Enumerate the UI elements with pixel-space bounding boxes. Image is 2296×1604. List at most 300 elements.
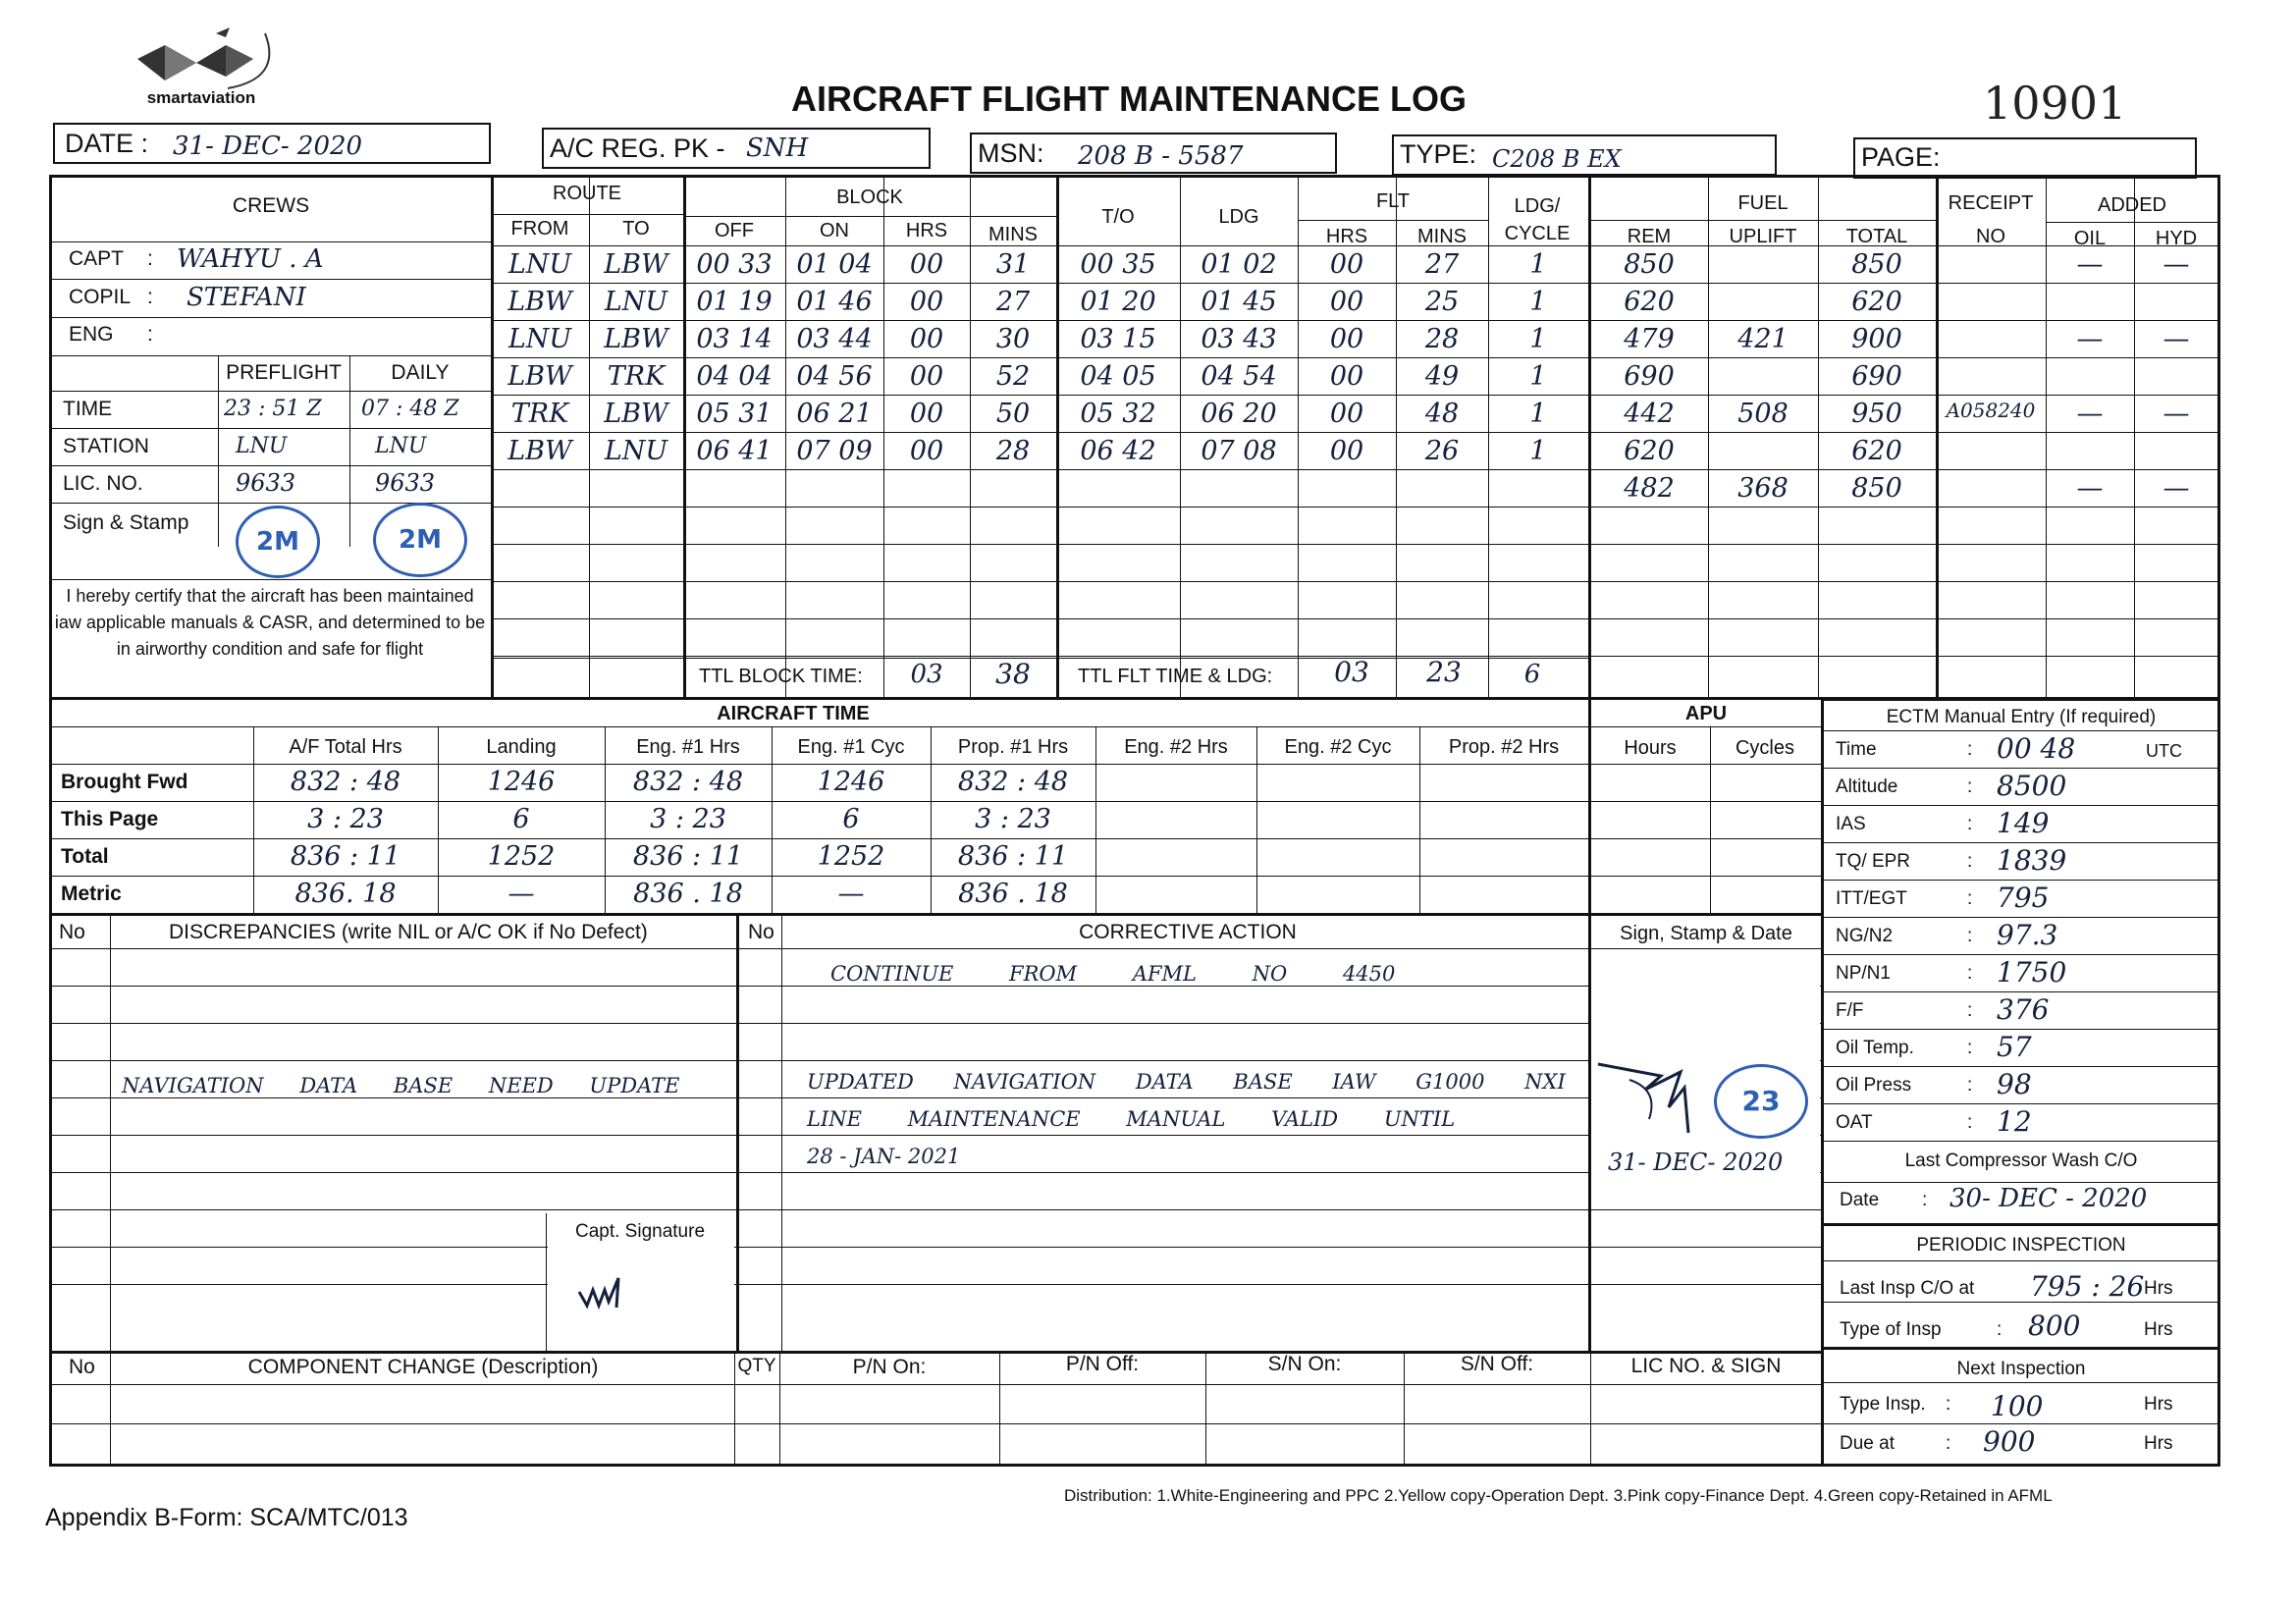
ac-col-header: Prop. #1 Hrs xyxy=(957,736,1069,758)
flight-row-line-7 xyxy=(491,507,2218,508)
ac-cell[interactable]: 1246 xyxy=(817,767,885,797)
flight-cell-hrs[interactable]: 00 xyxy=(909,399,944,429)
ectm-row-line xyxy=(1821,768,2220,769)
disc-col-no xyxy=(110,913,111,1351)
ectm-sep: : xyxy=(1967,1000,1973,1021)
preflight-label: PREFLIGHT xyxy=(226,361,342,384)
lic-sign-header: LIC NO. & SIGN xyxy=(1630,1355,1782,1377)
flight-cell-cycle[interactable]: 1 xyxy=(1529,324,1547,354)
action-col-no xyxy=(781,913,782,1351)
flight-cell-mins[interactable]: 31 xyxy=(995,249,1031,280)
qty-header: QTY xyxy=(737,1356,776,1376)
flight-cell-hrs[interactable]: 00 xyxy=(909,249,944,280)
ectm-label: F/F xyxy=(1836,1000,1864,1021)
flight-cell-oil[interactable]: — xyxy=(2076,473,2104,504)
flight-cell-rem[interactable]: 620 xyxy=(1624,287,1675,317)
flight-cell-to_time[interactable]: 03 15 xyxy=(1080,324,1156,354)
ectm-sep: : xyxy=(1967,963,1973,984)
added-header: ADDED xyxy=(2097,194,2166,216)
engineer-signature xyxy=(1590,1050,1718,1149)
certify-text: I hereby certify that the aircraft has been maintained iaw applicable manuals & CASR, and determined to be in airworthy condition and safe for flight xyxy=(54,586,486,659)
flight-cell-flt_mins[interactable]: 28 xyxy=(1424,324,1460,354)
disc-no-label: No xyxy=(59,921,85,943)
ectm-label: Oil Press xyxy=(1836,1075,1912,1096)
flight-cell-ldg[interactable]: 01 45 xyxy=(1201,287,1277,317)
flt-hrs-header: HRS xyxy=(1325,226,1368,247)
ac-header-bottom xyxy=(49,764,1821,765)
due-sep: : xyxy=(1946,1433,1951,1454)
on-header: ON xyxy=(820,220,849,241)
ectm-row-line xyxy=(1821,1103,2220,1104)
crew-line-1 xyxy=(49,279,491,280)
disc-row-line-9 xyxy=(49,1284,1821,1285)
ac-cell[interactable]: 1252 xyxy=(487,841,556,872)
next-type-label: Type Insp. xyxy=(1840,1394,1926,1415)
component-header: COMPONENT CHANGE (Description) xyxy=(247,1356,599,1378)
route-subheader-line xyxy=(491,214,683,215)
flight-cell-ldg[interactable]: 07 08 xyxy=(1201,436,1277,466)
flight-cell-flt_mins[interactable]: 49 xyxy=(1424,361,1460,392)
periodic-top-line xyxy=(1821,1223,2220,1226)
copil-label: COPIL xyxy=(69,286,132,308)
flight-cell-rem[interactable]: 850 xyxy=(1624,249,1675,280)
flight-cell-rem[interactable]: 442 xyxy=(1624,399,1675,429)
flight-cell-ldg[interactable]: 03 43 xyxy=(1201,324,1277,354)
reg-value[interactable]: SNH xyxy=(746,134,809,163)
flight-cell-mins[interactable]: 52 xyxy=(995,361,1031,392)
flight-cell-mins[interactable]: 30 xyxy=(995,324,1031,354)
preflight-stamp: 2M xyxy=(236,506,320,578)
flight-cell-flt_mins[interactable]: 26 xyxy=(1424,436,1460,466)
station-daily[interactable]: LNU xyxy=(375,434,427,458)
daily-label: DAILY xyxy=(391,361,450,384)
flight-cell-cycle[interactable]: 1 xyxy=(1529,361,1547,392)
flight-cell-from[interactable]: LBW xyxy=(507,361,572,392)
ectm-sep: : xyxy=(1967,851,1973,872)
flight-cell-total[interactable]: 620 xyxy=(1851,287,1902,317)
ectm-label: TQ/ EPR xyxy=(1836,851,1911,872)
action-line-4[interactable]: 28 - JAN- 2021 xyxy=(807,1145,961,1168)
ectm-label: Altitude xyxy=(1836,776,1898,797)
ttl-flt-hrs[interactable]: 03 xyxy=(1334,656,1369,688)
flight-cell-to[interactable]: LBW xyxy=(604,324,668,354)
crew-line-5 xyxy=(49,428,491,429)
flight-cell-rem[interactable]: 620 xyxy=(1624,436,1675,466)
periodic-row-line xyxy=(1821,1302,2220,1303)
last-insp-label: Last Insp C/O at xyxy=(1840,1278,1975,1299)
flight-cell-off[interactable]: 04 04 xyxy=(696,361,773,392)
ttl-block-hrs[interactable]: 03 xyxy=(910,660,943,689)
ac-cell[interactable]: 832 : 48 xyxy=(632,767,744,797)
ac-cell[interactable]: 836 : 11 xyxy=(290,841,401,872)
ectm-row-line xyxy=(1821,991,2220,992)
flight-cell-to_time[interactable]: 06 42 xyxy=(1080,436,1156,466)
flight-cell-hrs[interactable]: 00 xyxy=(909,324,944,354)
aircraft-time-header: AIRCRAFT TIME xyxy=(717,703,870,724)
flight-cell-total[interactable]: 950 xyxy=(1851,399,1902,429)
flight-cell-off[interactable]: 03 14 xyxy=(696,324,773,354)
ac-cell[interactable]: 836 : 11 xyxy=(632,841,744,872)
due-value[interactable]: 900 xyxy=(1983,1425,2036,1458)
type-insp-label: Type of Insp xyxy=(1840,1319,1942,1340)
crew-line-4 xyxy=(49,391,491,392)
ttl-flt-label: TTL FLT TIME & LDG: xyxy=(1078,666,1273,687)
daily-stamp: 2M xyxy=(373,503,467,577)
flight-cell-flt_hrs[interactable]: 00 xyxy=(1329,436,1364,466)
ac-cell[interactable]: — xyxy=(837,879,865,909)
logo-text: smartaviation xyxy=(146,88,256,107)
flight-cell-cycle[interactable]: 1 xyxy=(1529,249,1547,280)
flight-cell-to[interactable]: LNU xyxy=(604,287,668,317)
flt-mins-header: MINS xyxy=(1417,226,1467,247)
flight-cell-to[interactable]: LNU xyxy=(604,436,668,466)
msn-value[interactable]: 208 B - 5587 xyxy=(1078,141,1244,171)
page-label: PAGE: xyxy=(1861,142,1941,172)
flight-cell-flt_hrs[interactable]: 00 xyxy=(1329,324,1364,354)
oil-header: OIL xyxy=(2073,228,2107,249)
next-type-sep: : xyxy=(1946,1394,1951,1415)
flight-row-line-9 xyxy=(491,581,2218,582)
flight-cell-hrs[interactable]: 00 xyxy=(909,436,944,466)
flight-row-line-2 xyxy=(491,320,2218,321)
ac-cell[interactable]: 836 : 11 xyxy=(957,841,1069,872)
flight-cell-on[interactable]: 01 04 xyxy=(796,249,873,280)
flight-cell-ldg[interactable]: 01 02 xyxy=(1201,249,1277,280)
flight-cell-rem[interactable]: 479 xyxy=(1624,324,1675,354)
type-insp-value[interactable]: 800 xyxy=(2028,1310,2081,1342)
flight-cell-off[interactable]: 05 31 xyxy=(696,399,773,429)
type-insp-sep: : xyxy=(1997,1319,2002,1340)
flight-cell-hyd[interactable]: — xyxy=(2163,399,2190,429)
ac-row-line-1 xyxy=(49,801,1821,802)
flight-cell-flt_hrs[interactable]: 00 xyxy=(1329,361,1364,392)
flight-cell-uplift[interactable]: 508 xyxy=(1737,399,1789,429)
ectm-sep: : xyxy=(1967,888,1973,909)
ectm-label: IAS xyxy=(1836,814,1866,834)
ac-cell[interactable]: 832 : 48 xyxy=(957,767,1069,797)
lic-preflight[interactable]: 9633 xyxy=(236,469,296,497)
block-header: BLOCK xyxy=(836,187,903,208)
next-type-unit: Hrs xyxy=(2144,1394,2173,1415)
flight-cell-hyd[interactable]: — xyxy=(2163,324,2190,354)
next-insp-header-line xyxy=(1821,1382,2220,1383)
ectm-value[interactable]: 00 48 xyxy=(1997,732,2076,765)
flight-cell-hyd[interactable]: — xyxy=(2163,249,2190,280)
flight-cell-on[interactable]: 07 09 xyxy=(796,436,873,466)
flight-cell-flt_mins[interactable]: 48 xyxy=(1424,399,1460,429)
from-header: FROM xyxy=(510,218,569,240)
flight-cell-from[interactable]: LBW xyxy=(507,287,572,317)
component-row-line xyxy=(49,1423,1821,1424)
ectm-value[interactable]: 57 xyxy=(1997,1031,2032,1063)
flight-cell-uplift[interactable]: 368 xyxy=(1737,473,1789,504)
ac-cell[interactable]: 836. 18 xyxy=(294,879,397,909)
ectm-unit: UTC xyxy=(2146,741,2182,761)
periodic-header-line xyxy=(1821,1260,2220,1261)
crews-header: CREWS xyxy=(232,194,310,217)
fuel-subheader-line xyxy=(1588,220,1936,221)
ectm-row-line xyxy=(1821,1029,2220,1030)
flight-cell-mins[interactable]: 28 xyxy=(995,436,1031,466)
rem-header: REM xyxy=(1627,226,1672,247)
flight-cell-oil[interactable]: — xyxy=(2076,324,2104,354)
flight-cell-hyd[interactable]: — xyxy=(2163,473,2190,504)
form-id: Appendix B-Form: SCA/MTC/013 xyxy=(45,1504,408,1531)
disc-col-sep xyxy=(736,913,739,1351)
ldg-cycle-header: LDG/ CYCLE xyxy=(1504,195,1571,244)
crews-header-line xyxy=(49,241,491,242)
action-no-label: No xyxy=(748,921,774,943)
apu-left-border xyxy=(1588,175,1591,913)
capt-signature-label: Capt. Signature xyxy=(574,1221,706,1242)
pn-off-header: P/N Off: xyxy=(1065,1353,1140,1375)
station-preflight[interactable]: LNU xyxy=(236,434,288,458)
ac-col-header: Eng. #2 Cyc xyxy=(1284,736,1392,758)
wash-date-sep: : xyxy=(1922,1190,1928,1210)
ac-cell[interactable]: 3 : 23 xyxy=(975,804,1051,834)
flight-cell-off[interactable]: 01 19 xyxy=(696,287,773,317)
ectm-header-line xyxy=(1821,730,2220,731)
distribution-note: Distribution: 1.White-Engineering and PPC 2.Yellow copy-Operation Dept. 3.Pink copy-Finance Dept. 4.Green copy-Retained in AFML xyxy=(1064,1486,2053,1505)
time-label: TIME xyxy=(63,398,113,420)
eng-label: ENG xyxy=(69,323,114,346)
ectm-label: Time xyxy=(1836,739,1877,760)
wash-date-label: Date xyxy=(1840,1190,1880,1210)
wash-date-value[interactable]: 30- DEC - 2020 xyxy=(1949,1184,2148,1213)
component-header-line xyxy=(49,1384,1821,1385)
ttl-ldg[interactable]: 6 xyxy=(1523,660,1541,689)
mins-header: MINS xyxy=(988,224,1038,245)
ectm-left-border xyxy=(1821,700,1824,1467)
ectm-sep: : xyxy=(1967,1038,1973,1058)
flight-cell-flt_mins[interactable]: 25 xyxy=(1424,287,1460,317)
receipt-no-header: NO xyxy=(1976,226,2005,247)
flight-cell-total[interactable]: 850 xyxy=(1851,249,1902,280)
flight-row-line-8 xyxy=(491,544,2218,545)
time-daily[interactable]: 07 : 48 Z xyxy=(361,397,459,421)
ac-col-header: A/F Total Hrs xyxy=(289,736,402,758)
ac-row-line-3 xyxy=(49,876,1821,877)
hrs-header: HRS xyxy=(905,220,948,241)
flight-cell-to[interactable]: LBW xyxy=(604,249,668,280)
flight-cell-total[interactable]: 620 xyxy=(1851,436,1902,466)
crew-line-6 xyxy=(49,465,491,466)
engineer-stamp: 23 xyxy=(1714,1064,1808,1139)
ac-cell[interactable]: 1246 xyxy=(487,767,556,797)
sign-stamp-label: Sign & Stamp xyxy=(63,511,189,534)
flight-cell-flt_mins[interactable]: 27 xyxy=(1424,249,1460,280)
flight-cell-cycle[interactable]: 1 xyxy=(1529,399,1547,429)
flight-row-line-6 xyxy=(491,469,2218,470)
flight-cell-to_time[interactable]: 05 32 xyxy=(1080,399,1156,429)
flight-cell-rem[interactable]: 690 xyxy=(1624,361,1675,392)
flight-cell-off[interactable]: 00 33 xyxy=(696,249,773,280)
flight-cell-from[interactable]: TRK xyxy=(510,399,569,429)
ttl-flt-mins[interactable]: 23 xyxy=(1426,656,1462,688)
ectm-value[interactable]: 1750 xyxy=(1997,956,2067,989)
flight-cell-hrs[interactable]: 00 xyxy=(909,361,944,392)
ectm-sep: : xyxy=(1967,926,1973,946)
eng-sep: : xyxy=(147,323,153,346)
flight-cell-to[interactable]: TRK xyxy=(607,361,666,392)
ac-row-label: Metric xyxy=(61,882,122,905)
ectm-row-line xyxy=(1821,1141,2220,1142)
ttl-block-mins[interactable]: 38 xyxy=(995,658,1031,690)
ectm-row-line xyxy=(1821,954,2220,955)
flight-cell-from[interactable]: LNU xyxy=(507,249,572,280)
flight-cell-total[interactable]: 900 xyxy=(1851,324,1902,354)
uplift-header: UPLIFT xyxy=(1729,226,1797,247)
flight-cell-receipt[interactable]: A058240 xyxy=(1946,399,2036,422)
route-header: ROUTE xyxy=(553,183,621,204)
crew-line-8 xyxy=(49,579,491,580)
flight-cell-flt_hrs[interactable]: 00 xyxy=(1329,249,1364,280)
disc-row-line-7 xyxy=(49,1209,1821,1210)
flight-cell-from[interactable]: LBW xyxy=(507,436,572,466)
disc-row-line-5 xyxy=(49,1135,1821,1136)
action-line-3[interactable]: LINE MAINTENANCE MANUAL VALID UNTIL xyxy=(807,1107,1456,1131)
flight-cell-on[interactable]: 06 21 xyxy=(796,399,873,429)
flight-row-line-4 xyxy=(491,395,2218,396)
ac-col-header: Prop. #2 Hrs xyxy=(1448,736,1560,758)
ectm-value[interactable]: 97.3 xyxy=(1997,919,2058,951)
flight-cell-on[interactable]: 03 44 xyxy=(796,324,873,354)
ectm-label: ITT/EGT xyxy=(1836,888,1907,909)
ac-cell[interactable]: — xyxy=(507,879,535,909)
flight-cell-to_time[interactable]: 04 05 xyxy=(1080,361,1156,392)
ac-col-header: Landing xyxy=(486,736,557,758)
ectm-row-line xyxy=(1821,917,2220,918)
disc-row-line-4 xyxy=(49,1097,1821,1098)
flight-cell-to[interactable]: LBW xyxy=(604,399,668,429)
disc-row-line-3 xyxy=(49,1060,1821,1061)
ectm-value[interactable]: 1839 xyxy=(1997,844,2067,877)
sn-on-header: S/N On: xyxy=(1267,1353,1342,1375)
disc-row-line-1 xyxy=(49,986,1821,987)
component-no-label: No xyxy=(69,1356,95,1378)
flight-cell-hrs[interactable]: 00 xyxy=(909,287,944,317)
time-preflight[interactable]: 23 : 51 Z xyxy=(224,397,322,421)
ectm-value[interactable]: 376 xyxy=(1997,993,2050,1026)
msn-label: MSN: xyxy=(978,138,1044,168)
flight-cell-cycle[interactable]: 1 xyxy=(1529,287,1547,317)
type-value[interactable]: C208 B EX xyxy=(1492,145,1622,173)
ac-row-label: Brought Fwd xyxy=(61,771,188,793)
component-col-1 xyxy=(110,1351,111,1467)
crew-line-2 xyxy=(49,317,491,318)
flight-cell-cycle[interactable]: 1 xyxy=(1529,436,1547,466)
flight-cell-uplift[interactable]: 421 xyxy=(1737,324,1789,354)
flight-cell-flt_hrs[interactable]: 00 xyxy=(1329,399,1364,429)
ectm-label: Oil Temp. xyxy=(1836,1038,1914,1058)
ectm-sep: : xyxy=(1967,1075,1973,1096)
hyd-header: HYD xyxy=(2155,228,2198,249)
ectm-header: ECTM Manual Entry (If required) xyxy=(1886,707,2157,727)
due-label: Due at xyxy=(1840,1433,1895,1454)
action-line-2[interactable]: UPDATED NAVIGATION DATA BASE IAW G1000 NXI xyxy=(807,1070,1566,1094)
sign-date[interactable]: 31- DEC- 2020 xyxy=(1608,1149,1784,1176)
ac-col-header: Eng. #1 Cyc xyxy=(797,736,905,758)
ac-cell[interactable]: 836 . 18 xyxy=(633,879,743,909)
apu-hours-header: Hours xyxy=(1624,737,1677,759)
action-line-1[interactable]: CONTINUE FROM AFML NO 4450 xyxy=(830,962,1396,986)
flight-cell-to_time[interactable]: 01 20 xyxy=(1080,287,1156,317)
wash-header: Last Compressor Wash C/O xyxy=(1904,1150,2138,1171)
flight-row-line-10 xyxy=(491,618,2218,619)
disc-header-line xyxy=(49,948,1821,949)
ac-cell[interactable]: 3 : 23 xyxy=(650,804,726,834)
flight-cell-oil[interactable]: — xyxy=(2076,249,2104,280)
flight-cell-to_time[interactable]: 00 35 xyxy=(1080,249,1156,280)
periodic-header: PERIODIC INSPECTION xyxy=(1916,1235,2126,1256)
receipt-header: RECEIPT xyxy=(1948,192,2034,214)
log-number: 10901 xyxy=(1983,77,2127,130)
copil-value[interactable]: STEFANI xyxy=(187,283,306,312)
flight-cell-total[interactable]: 850 xyxy=(1851,473,1902,504)
ectm-value[interactable]: 149 xyxy=(1997,807,2050,839)
flight-cell-on[interactable]: 01 46 xyxy=(796,287,873,317)
ectm-row-line xyxy=(1821,805,2220,806)
lic-daily[interactable]: 9633 xyxy=(375,469,436,497)
ectm-value[interactable]: 795 xyxy=(1997,882,2050,914)
date-value[interactable]: 31- DEC- 2020 xyxy=(173,132,363,161)
next-type-value[interactable]: 100 xyxy=(1991,1390,2044,1422)
ac-col-header: Eng. #2 Hrs xyxy=(1124,736,1228,758)
ectm-value[interactable]: 98 xyxy=(1997,1068,2032,1100)
flight-cell-mins[interactable]: 27 xyxy=(995,287,1031,317)
flight-cell-flt_hrs[interactable]: 00 xyxy=(1329,287,1364,317)
flight-cell-oil[interactable]: — xyxy=(2076,399,2104,429)
flight-cell-total[interactable]: 690 xyxy=(1851,361,1902,392)
next-insp-top-line xyxy=(1821,1347,2220,1350)
to-header: TO xyxy=(622,218,650,240)
disc-row-line-8 xyxy=(49,1247,1821,1248)
block-subheader-line xyxy=(683,216,1056,217)
capt-signature xyxy=(575,1272,654,1321)
ac-cell[interactable]: 1252 xyxy=(817,841,885,872)
ectm-sep: : xyxy=(1967,1112,1973,1133)
flight-cell-ldg[interactable]: 06 20 xyxy=(1201,399,1277,429)
discrepancy-entry[interactable]: NAVIGATION DATA BASE NEED UPDATE xyxy=(122,1074,680,1097)
total-header: TOTAL xyxy=(1845,226,1908,247)
date-label: DATE : xyxy=(65,129,149,158)
ectm-value[interactable]: 8500 xyxy=(1997,770,2067,802)
sign-stamp-date-header: Sign, Stamp & Date xyxy=(1620,923,1792,944)
ectm-row-line xyxy=(1821,842,2220,843)
ac-col-header: Eng. #1 Hrs xyxy=(636,736,740,758)
capt-value[interactable]: WAHYU . A xyxy=(177,244,324,274)
ttl-block-label: TTL BLOCK TIME: xyxy=(699,666,863,687)
flight-cell-from[interactable]: LNU xyxy=(507,324,572,354)
flight-cell-rem[interactable]: 482 xyxy=(1624,473,1675,504)
lic-label: LIC. NO. xyxy=(63,472,143,495)
due-unit: Hrs xyxy=(2144,1433,2173,1454)
ectm-top-line xyxy=(1821,700,2220,701)
flight-cell-ldg[interactable]: 04 54 xyxy=(1201,361,1277,392)
ectm-label: NP/N1 xyxy=(1836,963,1891,984)
flight-cell-off[interactable]: 06 41 xyxy=(696,436,773,466)
ectm-value[interactable]: 12 xyxy=(1997,1105,2032,1138)
last-insp-value[interactable]: 795 : 26 xyxy=(2030,1270,2145,1303)
ac-cell[interactable]: 832 : 48 xyxy=(290,767,401,797)
flight-cell-on[interactable]: 04 56 xyxy=(796,361,873,392)
wash-date-line xyxy=(1821,1182,2220,1183)
ac-cell[interactable]: 6 xyxy=(512,804,530,834)
ac-cell[interactable]: 3 : 23 xyxy=(307,804,384,834)
ac-cell[interactable]: 6 xyxy=(842,804,860,834)
flight-cell-mins[interactable]: 50 xyxy=(995,399,1031,429)
ac-cell[interactable]: 836 . 18 xyxy=(958,879,1068,909)
